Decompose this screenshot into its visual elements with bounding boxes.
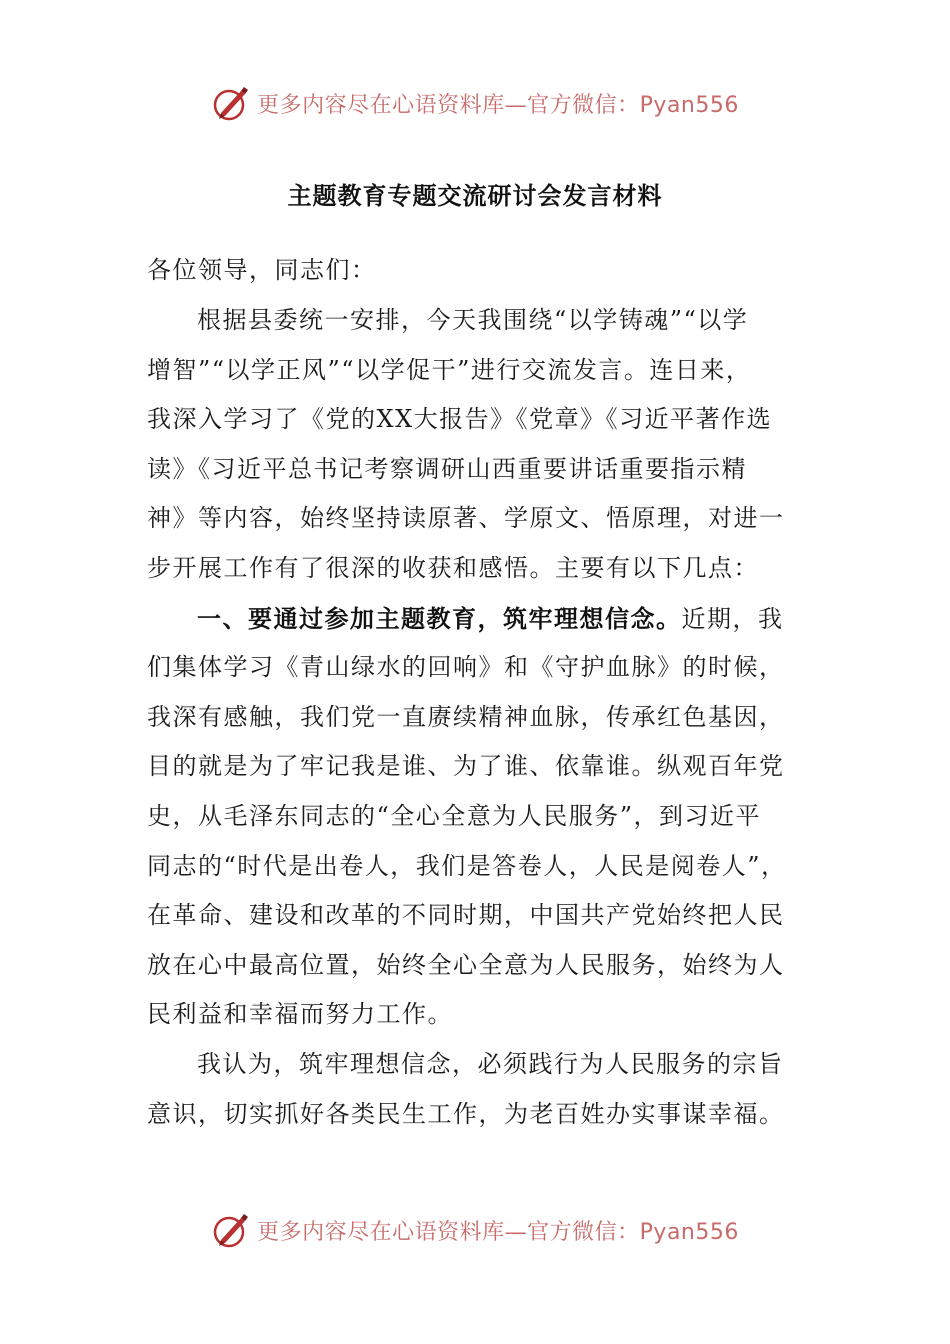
- body-line: [147, 346, 797, 396]
- body-line: [147, 1040, 797, 1090]
- line-text: 读》《习近平总书记考察调研山西重要讲话重要指示精: [147, 454, 747, 483]
- body-line: [147, 941, 797, 991]
- wechat-id: Pyan556: [639, 1219, 739, 1245]
- line-text: 放在心中最高位置，始终全心全意为人民服务，始终为人: [147, 950, 785, 979]
- body-line: [147, 643, 797, 693]
- body-line: [147, 494, 797, 544]
- body-line: [147, 693, 797, 743]
- line-text: 史，从毛泽东同志的“全心全意为人民服务”，到习近平: [147, 801, 762, 830]
- salutation: 各位领导，同志们：: [147, 256, 377, 284]
- body-line: [147, 395, 797, 445]
- line-text: 增智”“以学正风”“以学促干”进行交流发言。连日来，: [147, 355, 752, 384]
- banner-text: 更多内容尽在心语资料库—官方微信：Pyan556: [257, 1219, 739, 1245]
- section-heading: 一、要通过参加主题教育，筑牢理想信念。: [197, 603, 682, 633]
- body-line: [147, 1090, 797, 1140]
- pen-logo-icon: [211, 83, 253, 123]
- line-text: 我认为，筑牢理想信念，必须践行为人民服务的宗旨: [197, 1049, 784, 1078]
- line-text: 根据县委统一安排，今天我围绕“以学铸魂”“以学: [197, 306, 749, 334]
- line-text: 目的就是为了牢记我是谁、为了谁、依靠谁。纵观百年党: [147, 752, 785, 781]
- line-text: 我深入学习了《党的XX大报告》《党章》《习近平著作选: [147, 405, 773, 434]
- line-text: 民利益和幸福而努力工作。: [147, 1000, 453, 1029]
- line-text: 我深有感触，我们党一直赓续精神血脉，传承红色基因，: [147, 702, 785, 731]
- body-line: [147, 742, 797, 792]
- document-title: 主题教育专题交流研讨会发言材料: [287, 181, 663, 210]
- line-text: 同志的“时代是出卷人，我们是答卷人，人民是阅卷人”，: [147, 851, 787, 880]
- body-line: [147, 296, 797, 346]
- wechat-id: Pyan556: [639, 92, 739, 118]
- line-text: 们集体学习《青山绿水的回响》和《守护血脉》的时候，: [147, 653, 785, 682]
- pen-logo-icon: [211, 1210, 253, 1250]
- line-text: 在革命、建设和改革的不同时期，中国共产党始终把人民: [147, 901, 785, 930]
- document-body: [147, 296, 797, 1139]
- salutation-block: [147, 246, 797, 296]
- body-line: [147, 594, 797, 644]
- body-line: [147, 544, 797, 594]
- line-text: 神》等内容，始终坚持读原著、学原文、悟原理，对进一: [147, 504, 785, 533]
- line-text: 近期，我: [681, 604, 784, 633]
- footer-banner: [0, 1205, 950, 1255]
- body-line: [147, 792, 797, 842]
- header-banner: [0, 78, 950, 128]
- line-text: 意识，切实抓好各类民生工作，为老百姓办实事谋幸福。: [147, 1099, 785, 1128]
- body-line: [147, 891, 797, 941]
- body-line: [147, 842, 797, 892]
- line-text: 步开展工作有了很深的收获和感悟。主要有以下几点：: [147, 553, 759, 582]
- body-line: [147, 445, 797, 495]
- body-line: [147, 990, 797, 1040]
- banner-text: 更多内容尽在心语资料库—官方微信：Pyan556: [257, 92, 739, 118]
